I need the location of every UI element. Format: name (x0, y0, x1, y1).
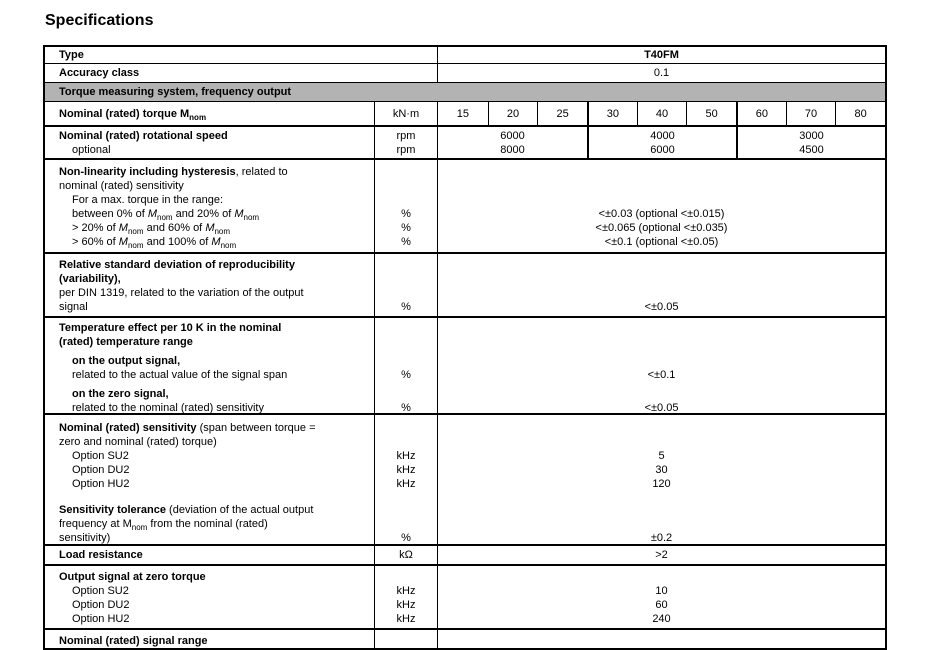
row-nominal-torque-values (438, 102, 885, 125)
torque-value-cell: 15 (456, 107, 469, 120)
label-line: Option DU2 (72, 464, 130, 476)
row-temperature-effect (45, 316, 885, 413)
torque-value-cell: 25 (537, 102, 587, 125)
value-line: 60 (655, 599, 668, 611)
row-reproducibility-value (438, 254, 885, 316)
label-line: Non-linearity including hysteresis, related to (59, 166, 288, 178)
label-line: (variability), (59, 273, 121, 285)
row-sensitivity-label (45, 415, 375, 545)
label-line: Nominal (rated) signal range (59, 635, 208, 647)
label-line: Temperature effect per 10 K in the nominal (59, 322, 282, 334)
torque-value-cell: 70 (786, 102, 836, 125)
row-non-linearity-values (438, 160, 885, 252)
value-line: ±0.2 (650, 532, 673, 544)
row-partial-label (45, 630, 375, 648)
row-reproducibility (45, 252, 885, 316)
row-accuracy-label: Accuracy class (45, 64, 438, 82)
row-nominal-torque (45, 101, 885, 125)
label-line: Output signal at zero torque (59, 571, 206, 583)
page-title: Specifications (45, 12, 154, 29)
label-line: on the output signal, (72, 355, 181, 367)
label-line: frequency at $M_{nom}$ from the nominal (rated) (59, 518, 268, 533)
value-line: 120 (652, 478, 671, 490)
speed-value: 3000 (799, 130, 824, 142)
label-line: Option HU2 (72, 478, 130, 490)
unit-line: rpm (396, 144, 416, 156)
row-non-linearity-units (375, 160, 438, 252)
row-sensitivity-units (375, 415, 438, 545)
row-type (45, 47, 885, 63)
section-header-text: Torque measuring system, frequency output (59, 86, 292, 98)
label-line: per DIN 1319, related to the variation of the output (59, 287, 304, 299)
row-nominal-torque-label: Nominal (rated) torque $M_{nom}$ (45, 102, 375, 125)
row-output-signal-label (45, 566, 375, 628)
torque-value-cell: 60 (736, 102, 786, 125)
unit-line: kHz (396, 464, 416, 476)
row-partial-value (438, 630, 885, 648)
label-line: zero and nominal (rated) torque) (59, 436, 217, 448)
unit-line: % (401, 222, 411, 234)
row-partial-unit (375, 630, 438, 648)
row-reproducibility-label (45, 254, 375, 316)
row-type-value: T40FM (644, 49, 679, 61)
torque-value-cell: 80 (835, 102, 885, 125)
row-accuracy-value: 0.1 (653, 67, 670, 79)
value-line: 10 (655, 585, 668, 597)
row-temperature-effect-values (438, 318, 885, 415)
speed-group-cell (438, 127, 587, 158)
unit-line: kHz (396, 478, 416, 490)
unit-line: % (401, 208, 411, 220)
row-load-resistance-label: Load resistance (45, 546, 375, 564)
label-line: related to the actual value of the signal span (72, 369, 288, 381)
label-line: sensitivity) (59, 532, 111, 544)
label-line: on the zero signal, (72, 388, 169, 400)
value-line: <±0.05 (644, 402, 679, 414)
row-load-resistance-unit: kΩ (375, 546, 438, 564)
label-line: Nominal (rated) rotational speed (59, 130, 228, 142)
speed-value: 6000 (500, 130, 525, 142)
unit-line: % (401, 369, 411, 381)
unit-line: rpm (396, 130, 416, 142)
row-accuracy-class (45, 63, 885, 82)
label-line: Sensitivity tolerance (deviation of the actual output (59, 504, 314, 516)
label-line: nominal (rated) sensitivity (59, 180, 184, 192)
row-rotational-speed-label (45, 127, 375, 158)
row-output-signal-values (438, 566, 885, 628)
unit-line: kHz (396, 585, 416, 597)
row-nominal-torque-unit: kN·m (375, 102, 438, 125)
speed-value: 4500 (799, 144, 824, 156)
value-line: <±0.065 (optional <±0.035) (595, 222, 728, 234)
label-line: optional (72, 144, 111, 156)
unit-line: % (401, 301, 411, 313)
unit-line: % (401, 532, 411, 544)
specifications-table (43, 45, 887, 650)
row-temperature-effect-label (45, 318, 375, 415)
torque-value-cell: 20 (488, 102, 538, 125)
row-output-signal-zero-torque (45, 564, 885, 628)
speed-value: 4000 (650, 130, 675, 142)
label-line: Option DU2 (72, 599, 130, 611)
section-header-torque-frequency (45, 82, 885, 101)
speed-group-cell (736, 127, 885, 158)
row-non-linearity (45, 158, 885, 252)
row-rotational-speed-units (375, 127, 438, 158)
label-line: Nominal (rated) sensitivity (span between torque = (59, 422, 316, 434)
label-line: signal (59, 301, 88, 313)
speed-group-cell (587, 127, 736, 158)
label-line: > 60% of $M_{nom}$ and 100% of $M_{nom}$ (72, 236, 237, 251)
value-line: <±0.03 (optional <±0.015) (598, 208, 725, 220)
value-line: <±0.1 (647, 369, 676, 381)
row-non-linearity-label (45, 160, 375, 252)
label-line: Option SU2 (72, 585, 129, 597)
label-line: Option SU2 (72, 450, 129, 462)
row-reproducibility-unit (375, 254, 438, 316)
torque-value-cell: 40 (637, 102, 687, 125)
row-temperature-effect-units (375, 318, 438, 415)
value-line: 30 (655, 464, 668, 476)
speed-value: 8000 (500, 144, 525, 156)
unit-line: kHz (396, 613, 416, 625)
label-line: (rated) temperature range (59, 336, 193, 348)
label-line: Option HU2 (72, 613, 130, 625)
row-rotational-speed (45, 125, 885, 158)
label-line: Relative standard deviation of reproducibility (59, 259, 295, 271)
torque-value-cell: 50 (686, 102, 736, 125)
unit-line: kHz (396, 450, 416, 462)
row-output-signal-units (375, 566, 438, 628)
label-line: For a max. torque in the range: (72, 194, 224, 206)
speed-value: 6000 (650, 144, 675, 156)
row-rotational-speed-values (438, 127, 885, 158)
label-line: > 20% of $M_{nom}$ and 60% of $M_{nom}$ (72, 222, 231, 237)
value-line: <±0.1 (optional <±0.05) (604, 236, 719, 248)
unit-line: % (401, 236, 411, 248)
row-partial-clipped (45, 628, 885, 648)
unit-line: % (401, 402, 411, 414)
row-sensitivity (45, 413, 885, 544)
value-line: 240 (652, 613, 671, 625)
unit-line: kHz (396, 599, 416, 611)
row-type-label: Type (45, 47, 438, 63)
row-load-resistance (45, 544, 885, 564)
row-load-resistance-value: >2 (655, 549, 668, 561)
value-line: 5 (658, 450, 665, 462)
value-line: <±0.05 (644, 301, 679, 313)
torque-value-cell: 30 (587, 102, 637, 125)
row-sensitivity-values (438, 415, 885, 545)
label-line: related to the nominal (rated) sensitivity (72, 402, 264, 414)
label-line: between 0% of $M_{nom}$ and 20% of $M_{nom}$ (72, 208, 260, 223)
